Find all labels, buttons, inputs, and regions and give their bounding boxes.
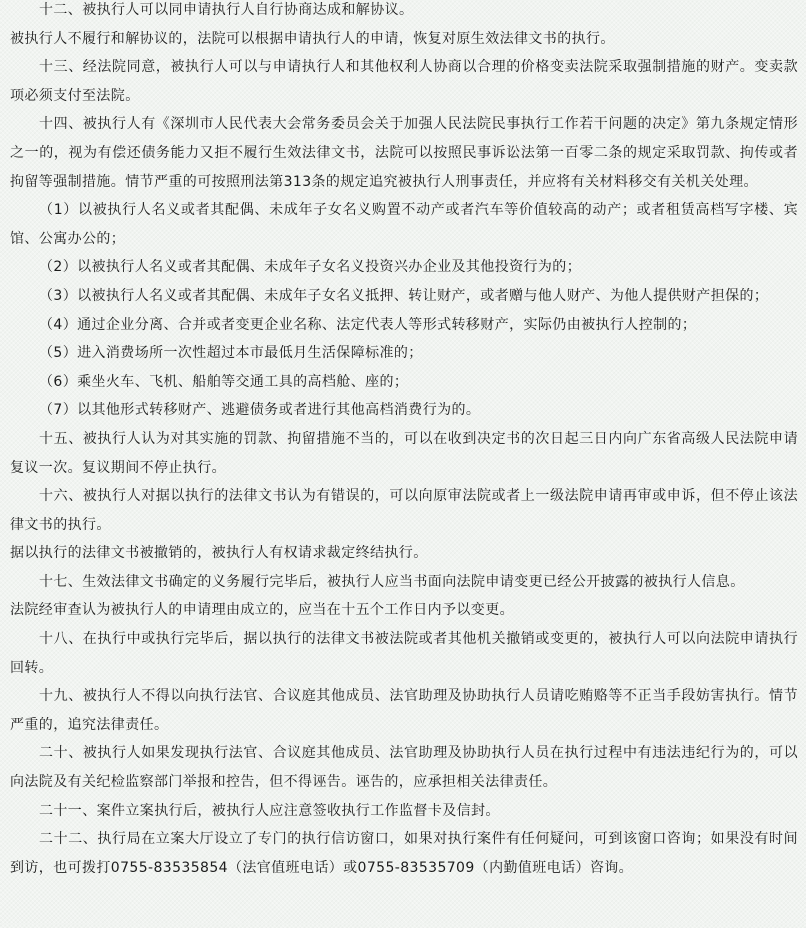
paragraph-14: 十四、被执行人有《深圳市人民代表大会常务委员会关于加强人民法院民事执行工作若干问题的决定》第九条规定情形之一的，视为有偿还债务能力又拒不履行生效法律文书，法院可以按照民事诉讼法第一百零二条的规定采取罚款、拘传或者拘留等强制措施。情节严重的可按照刑法第313条的规定追究被执行人刑事责任，并应将有关材料移交有关机关处理。	[10, 116, 798, 190]
list-item-4: （4）通过企业分离、合并或者变更企业名称、法定代表人等形式转移财产，实际仍由被执行人控制的；	[39, 316, 697, 333]
paragraph-16: 十六、被执行人对据以执行的法律文书认为有错误的，可以向原审法院或者上一级法院申请再审或申诉，但不停止该法律文书的执行。	[10, 488, 798, 533]
paragraph-16-continued: 据以执行的法律文书被撤销的，被执行人有权请求裁定终结执行。	[10, 545, 428, 562]
list-item-1: （1）以被执行人名义或者其配偶、未成年子女名义购置不动产或者汽车等价值较高的动产；或者租赁高档写字楼、宾馆、公寓办公的；	[10, 202, 798, 247]
paragraph-22: 二十二、执行局在立案大厅设立了专门的执行信访窗口，如果对执行案件有任何疑问，可到该窗口咨询；如果没有时间到访，也可拨打0755-83535854（法官值班电话）或0755-83535709（内勤值班电话）咨询。	[10, 831, 798, 876]
paragraph-19: 十九、被执行人不得以向执行法官、合议庭其他成员、法官助理及协助执行人员请吃贿赂等不正当手段妨害执行。情节严重的，追究法律责任。	[10, 688, 798, 733]
paragraph-20: 二十、被执行人如果发现执行法官、合议庭其他成员、法官助理及协助执行人员在执行过程中有违法违纪行为的，可以向法院及有关纪检监察部门举报和控告，但不得诬告。诬告的，应承担相关法律责任。	[10, 745, 798, 791]
list-item-2: （2）以被执行人名义或者其配偶、未成年子女名义投资兴办企业及其他投资行为的；	[39, 259, 582, 276]
paragraph-13: 十三、经法院同意，被执行人可以与申请执行人和其他权利人协商以合理的价格变卖法院采取强制措施的财产。变卖款项必须支付至法院。	[10, 59, 798, 104]
paragraph-21: 二十一、案件立案执行后，被执行人应注意签收执行工作监督卡及信封。	[39, 802, 500, 819]
list-item-3: （3）以被执行人名义或者其配偶、未成年子女名义抵押、转让财产，或者赠与他人财产、为他人提供财产担保的；	[39, 287, 769, 304]
paragraph-12-continued: 被执行人不履行和解协议的，法院可以根据申请执行人的申请，恢复对原生效法律文书的执行。	[10, 30, 615, 47]
paragraph-18: 十八、在执行中或执行完毕后，据以执行的法律文书被法院或者其他机关撤销或变更的，被执行人可以向法院申请执行回转。	[10, 631, 798, 676]
paragraph-12: 十二、被执行人可以同申请执行人自行协商达成和解协议。	[39, 2, 414, 18]
list-item-5: （5）进入消费场所一次性超过本市最低月生活保障标准的；	[39, 345, 423, 362]
list-item-7: （7）以其他形式转移财产、逃避债务或者进行其他高档消费行为的。	[39, 402, 481, 419]
paragraph-17-continued: 法院经审查认为被执行人的申请理由成立的，应当在十五个工作日内予以变更。	[10, 602, 514, 619]
paragraph-17: 十七、生效法律文书确定的义务履行完毕后，被执行人应当书面向法院申请变更已经公开披露的被执行人信息。	[39, 573, 745, 590]
paragraph-15: 十五、被执行人认为对其实施的罚款、拘留措施不当的，可以在收到决定书的次日起三日内向广东省高级人民法院申请复议一次。复议期间不停止执行。	[10, 430, 798, 476]
list-item-6: （6）乘坐火车、飞机、船舶等交通工具的高档舱、座的；	[39, 373, 409, 390]
